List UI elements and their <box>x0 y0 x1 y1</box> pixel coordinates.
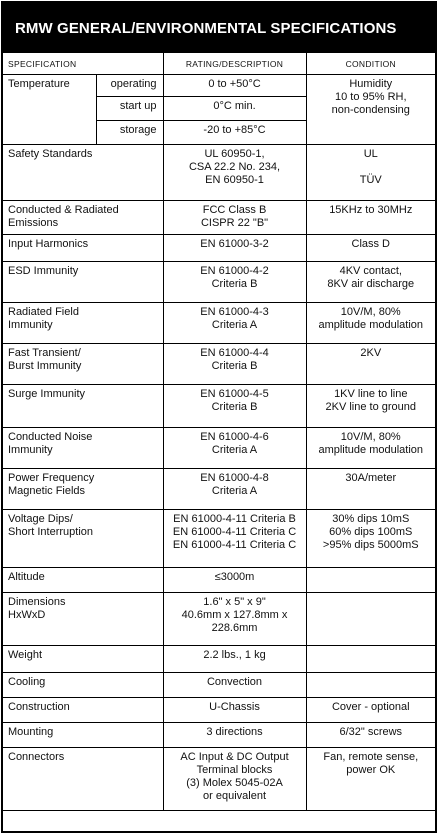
spec-label <box>3 235 163 262</box>
rating-description-line: EN 61000-4-11 Criteria C <box>172 539 297 551</box>
condition <box>306 510 435 568</box>
condition-line: 6/32" screws <box>339 726 403 738</box>
condition <box>306 201 435 235</box>
condition <box>306 344 435 385</box>
rating-description-line: FCC Class B <box>202 204 267 216</box>
spec-label <box>3 748 163 811</box>
spec-label <box>3 510 163 568</box>
condition <box>306 428 435 469</box>
header-specification: SPECIFICATION <box>3 53 163 75</box>
condition-line: 10V/M, 80% <box>340 306 401 318</box>
spec-label <box>3 303 163 344</box>
temperature-condition <box>306 75 435 145</box>
condition-line: amplitude modulation <box>318 319 424 331</box>
rating-description <box>163 673 306 698</box>
rating-description-line: Terminal blocks <box>196 764 273 776</box>
rating-description-line: CISPR 22 "B" <box>200 217 269 229</box>
condition <box>306 385 435 428</box>
condition-line: 8KV air discharge <box>327 278 415 290</box>
table-row <box>3 748 435 811</box>
rating-description-line: 40.6mm x 127.8mm x <box>181 609 288 621</box>
spec-label-line: Conducted & Radiated <box>8 204 119 216</box>
spec-label-line: Connectors <box>8 751 65 763</box>
table-row <box>3 235 435 262</box>
rating-description-line: UL 60950-1, <box>204 148 265 160</box>
temperature-rating: 0 to +50°C <box>163 75 306 97</box>
spec-label-line: Weight <box>8 649 43 661</box>
condition-line <box>312 676 431 689</box>
condition-line: Fan, remote sense, <box>323 751 419 763</box>
temperature-condition-line: Humidity <box>349 78 393 90</box>
spec-label-line: Immunity <box>8 319 53 331</box>
rating-description <box>163 469 306 510</box>
condition <box>306 673 435 698</box>
spec-label <box>3 698 163 723</box>
table-row <box>3 303 435 344</box>
rating-description-line: Convection <box>206 676 263 688</box>
temperature-rating: -20 to +85°C <box>163 121 306 145</box>
table-row <box>3 593 435 646</box>
rating-description-line: Criteria A <box>211 444 258 456</box>
rating-description-line: 1.6" x 5" x 9" <box>203 596 266 608</box>
spec-label <box>3 385 163 428</box>
temperature-sub-label: start up <box>96 97 163 121</box>
condition-line: 2KV <box>360 347 382 359</box>
spec-label-line: Short Interruption <box>8 526 93 538</box>
condition-line: UL <box>363 148 378 160</box>
table-row <box>3 568 435 593</box>
spec-label-line: Emissions <box>8 217 59 229</box>
condition-line <box>312 571 431 584</box>
rating-description <box>163 201 306 235</box>
table-row <box>3 385 435 428</box>
spec-label <box>3 145 163 201</box>
spec-label-line: Safety Standards <box>8 148 93 160</box>
table-row <box>3 723 435 748</box>
table-row <box>3 201 435 235</box>
table-title: RMW GENERAL/ENVIRONMENTAL SPECIFICATIONS <box>3 3 435 53</box>
rating-description-line: U-Chassis <box>209 701 260 713</box>
temperature-condition-line: 10 to 95% RH, <box>334 91 407 103</box>
rating-description <box>163 723 306 748</box>
condition-line <box>312 649 431 662</box>
condition-line: power OK <box>346 764 396 776</box>
rating-description <box>163 593 306 646</box>
rating-description <box>163 145 306 201</box>
temperature-sub-label: storage <box>96 121 163 145</box>
condition-line: Class D <box>351 238 391 250</box>
spec-table <box>3 53 435 811</box>
spec-label <box>3 428 163 469</box>
rating-description-line: EN 61000-4-3 <box>200 306 269 318</box>
table-row <box>3 673 435 698</box>
rating-description <box>163 262 306 303</box>
spec-label-line: ESD Immunity <box>8 265 79 277</box>
spec-label-line: Fast Transient/ <box>8 347 81 359</box>
rating-description <box>163 568 306 593</box>
rating-description-line: EN 61000-4-4 <box>200 347 269 359</box>
table-row <box>3 75 435 97</box>
rating-description <box>163 646 306 673</box>
spec-label <box>3 646 163 673</box>
header-condition: CONDITION <box>306 53 435 75</box>
spec-label-line: Voltage Dips/ <box>8 513 73 525</box>
spec-label <box>3 262 163 303</box>
spec-label <box>3 568 163 593</box>
rating-description-line: (3) Molex 5045-02A <box>186 777 283 789</box>
spec-label-line: Power Frequency <box>8 472 95 484</box>
condition <box>306 748 435 811</box>
spec-label-line: Magnetic Fields <box>8 485 86 497</box>
header-row <box>3 53 435 75</box>
rating-description <box>163 385 306 428</box>
table-row <box>3 646 435 673</box>
spec-label-line: Cooling <box>8 676 46 688</box>
rating-description-line: Criteria B <box>211 401 258 413</box>
temperature-rating: 0°C min. <box>163 97 306 121</box>
table-row <box>3 510 435 568</box>
rating-description <box>163 235 306 262</box>
table-row <box>3 428 435 469</box>
spec-label-line: Radiated Field <box>8 306 79 318</box>
condition <box>306 568 435 593</box>
rating-description-line: Criteria A <box>211 319 258 331</box>
condition <box>306 698 435 723</box>
condition-line <box>312 596 431 609</box>
condition-line: 10V/M, 80% <box>340 431 401 443</box>
spec-label-line: Altitude <box>8 571 45 583</box>
condition <box>306 646 435 673</box>
condition-line <box>312 161 431 174</box>
spec-label <box>3 201 163 235</box>
spec-label-line: Mounting <box>8 726 54 738</box>
spec-sheet <box>1 1 437 833</box>
condition <box>306 262 435 303</box>
spec-label-line: Surge Immunity <box>8 388 86 400</box>
condition-line: >95% dips 5000mS <box>322 539 419 551</box>
spec-temperature: Temperature <box>3 75 96 145</box>
condition-line: 2KV line to ground <box>325 401 417 413</box>
rating-description-line: CSA 22.2 No. 234, <box>188 161 281 173</box>
rating-description-line: EN 61000-4-11 Criteria C <box>172 526 297 538</box>
rating-description <box>163 344 306 385</box>
condition-line: 60% dips 100mS <box>329 526 413 538</box>
condition <box>306 145 435 201</box>
condition-line: amplitude modulation <box>318 444 424 456</box>
rating-description-line: EN 60950-1 <box>205 174 264 186</box>
rating-description-line: Criteria B <box>211 360 258 372</box>
spec-label-line: Input Harmonics <box>8 238 89 250</box>
table-row <box>3 145 435 201</box>
table-row <box>3 344 435 385</box>
spec-label-line: Dimensions <box>8 596 66 608</box>
table-row <box>3 262 435 303</box>
condition <box>306 593 435 646</box>
rating-description-line: ≤3000m <box>214 571 255 583</box>
spec-label <box>3 469 163 510</box>
rating-description <box>163 698 306 723</box>
rating-description-line: Criteria A <box>211 485 258 497</box>
spec-label <box>3 673 163 698</box>
condition-line: Cover - optional <box>331 701 410 713</box>
temperature-sub-label: operating <box>96 75 163 97</box>
rating-description <box>163 303 306 344</box>
spec-label <box>3 593 163 646</box>
rating-description-line: EN 61000-4-2 <box>200 265 269 277</box>
spec-label-line: Burst Immunity <box>8 360 82 372</box>
rating-description-line: EN 61000-3-2 <box>200 238 269 250</box>
rating-description-line: Criteria B <box>211 278 258 290</box>
condition <box>306 235 435 262</box>
temperature-condition-line: non-condensing <box>331 104 410 116</box>
rating-description <box>163 748 306 811</box>
spec-label-line: Conducted Noise <box>8 431 93 443</box>
spec-label <box>3 723 163 748</box>
rating-description-line: EN 61000-4-11 Criteria B <box>173 513 296 525</box>
rating-description <box>163 510 306 568</box>
rating-description-line: EN 61000-4-6 <box>200 431 269 443</box>
rating-description-line: or equivalent <box>203 790 267 802</box>
rating-description-line: EN 61000-4-8 <box>200 472 269 484</box>
condition-line: 30A/meter <box>345 472 397 484</box>
table-row <box>3 469 435 510</box>
rating-description-line: 228.6mm <box>211 622 258 634</box>
condition-line: 4KV contact, <box>339 265 402 277</box>
condition <box>306 303 435 344</box>
spec-label-line: Construction <box>8 701 70 713</box>
rating-description <box>163 428 306 469</box>
condition-line: 1KV line to line <box>334 388 408 400</box>
condition-line: TÜV <box>359 174 382 186</box>
header-rating: RATING/DESCRIPTION <box>163 53 306 75</box>
table-row <box>3 698 435 723</box>
rating-description-line: 3 directions <box>206 726 263 738</box>
condition <box>306 469 435 510</box>
rating-description-line: 2.2 lbs., 1 kg <box>203 649 266 661</box>
spec-label-line: Immunity <box>8 444 53 456</box>
condition <box>306 723 435 748</box>
rating-description-line: EN 61000-4-5 <box>200 388 269 400</box>
spec-label-line: HxWxD <box>8 609 46 621</box>
spec-label <box>3 344 163 385</box>
rating-description-line: AC Input & DC Output <box>180 751 289 763</box>
condition-line: 15KHz to 30MHz <box>329 204 413 216</box>
condition-line: 30% dips 10mS <box>332 513 410 525</box>
